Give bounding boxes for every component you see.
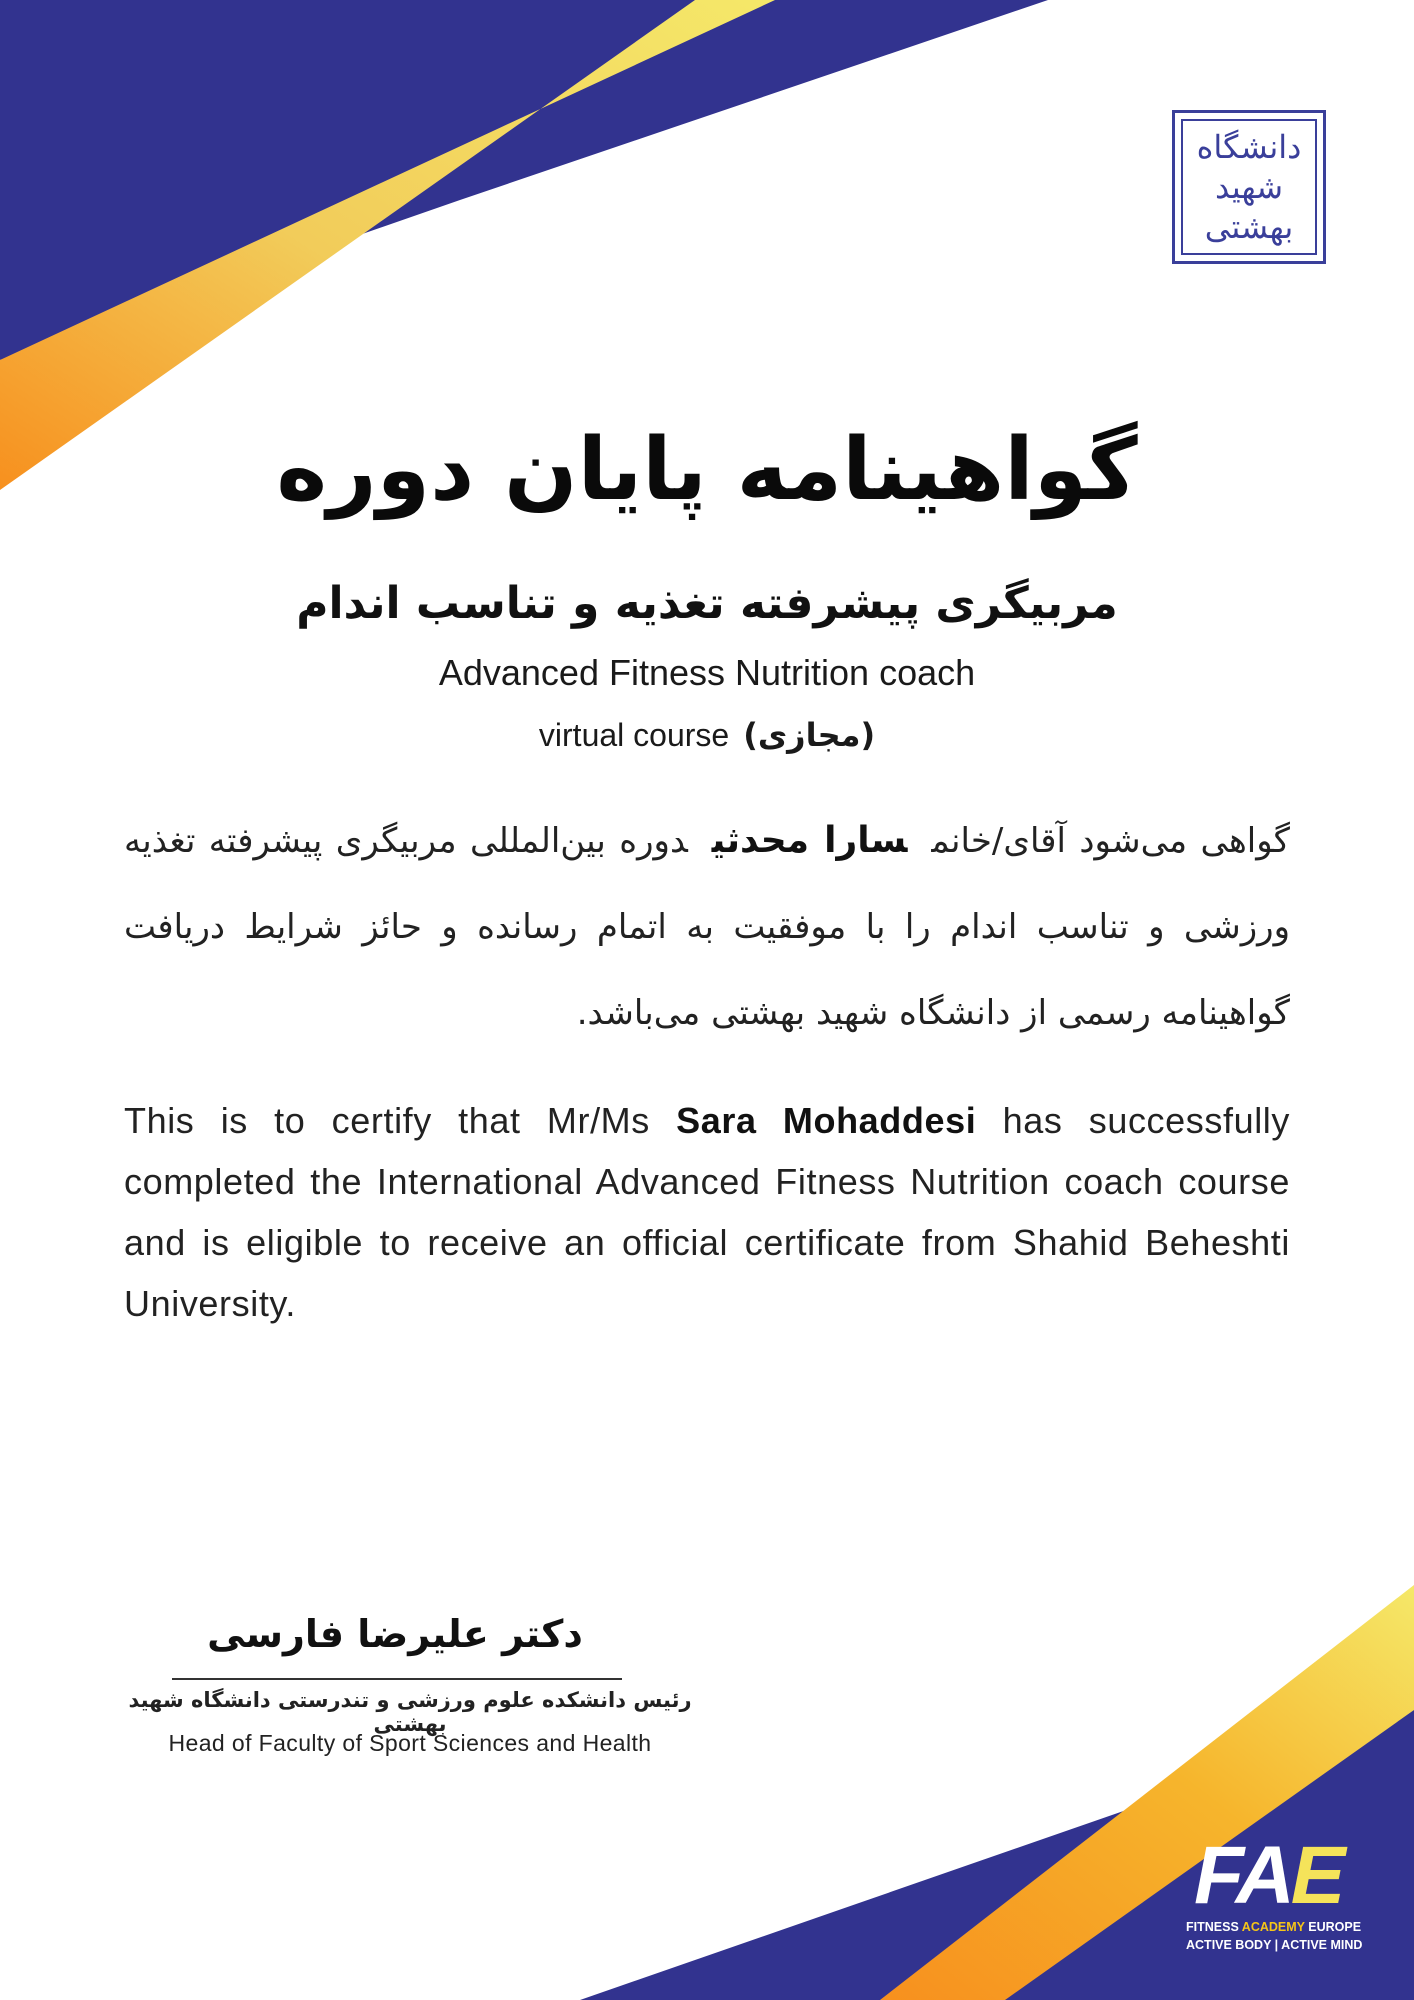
course-name-en: Advanced Fitness Nutrition coach — [438, 652, 976, 693]
signature-line — [172, 1678, 622, 1680]
certificate-title: گواهینامه پایان دوره — [276, 420, 1138, 520]
fae-logo-mark — [1186, 1830, 1376, 1921]
recipient-name-en: Sara Mohaddesi — [676, 1100, 977, 1141]
logo-tagline-2: ACTIVE BODY | ACTIVE MIND — [1186, 1938, 1363, 1952]
fae-logo — [1186, 1830, 1376, 1952]
seal-line: شهید — [1215, 168, 1284, 206]
text-en-prefix: This is to certify that Mr/Ms — [124, 1100, 650, 1141]
logo-tagline-1 — [1186, 1920, 1376, 1934]
logo-word-academy: ACADEMY — [1241, 1920, 1305, 1934]
seal-line: بهشتی — [1204, 208, 1294, 246]
signatory-name: دکتر علیرضا فارسی — [207, 1612, 583, 1656]
university-seal-icon — [1172, 110, 1326, 264]
course-mode — [0, 716, 1414, 754]
course-name-fa: مربیگری پیشرفته تغذیه و تناسب اندام — [296, 578, 1118, 629]
logo-word-fitness: FITNESS — [1186, 1920, 1242, 1934]
text-fa-prefix: گواهی می‌شود آقای/خانم — [931, 821, 1290, 861]
signatory-role-en: Head of Faculty of Sport Sciences and Health — [168, 1730, 652, 1756]
text-fa-suffix: دوره بین‌المللی مربیگری پیشرفته تغذیه ورزشی و تناسب اندام را با موفقیت به اتمام رسانده و حائز شرایط دریافت گواهینامه رسمی از دانشگاه شهید بهشتی می‌باشد. — [124, 821, 1290, 1033]
logo-word-europe: EUROPE — [1304, 1920, 1362, 1934]
top-left-corner-shape — [0, 0, 1048, 490]
certification-text-en — [124, 1090, 1290, 1334]
text-en-suffix: has successfully completed the International Advanced Fitness Nutrition coach course and is eligible to receive an official certificate from Shahid Beheshti University. — [124, 1100, 1290, 1324]
logo-mark-fa: FA — [1194, 1830, 1291, 1921]
signatory-role-fa: رئیس دانشکده علوم ورزشی و تندرستی دانشگاه شهید بهشتی — [128, 1688, 692, 1736]
course-mode-fa: (مجازی) — [743, 716, 876, 754]
seal-line: دانشگاه — [1196, 128, 1302, 166]
seal-inner — [1181, 119, 1317, 255]
recipient-name-fa: سارا محدثی — [711, 820, 908, 861]
course-mode-en: virtual course — [538, 717, 730, 753]
logo-mark-e: E — [1290, 1830, 1342, 1921]
certification-text-fa — [124, 798, 1290, 1056]
